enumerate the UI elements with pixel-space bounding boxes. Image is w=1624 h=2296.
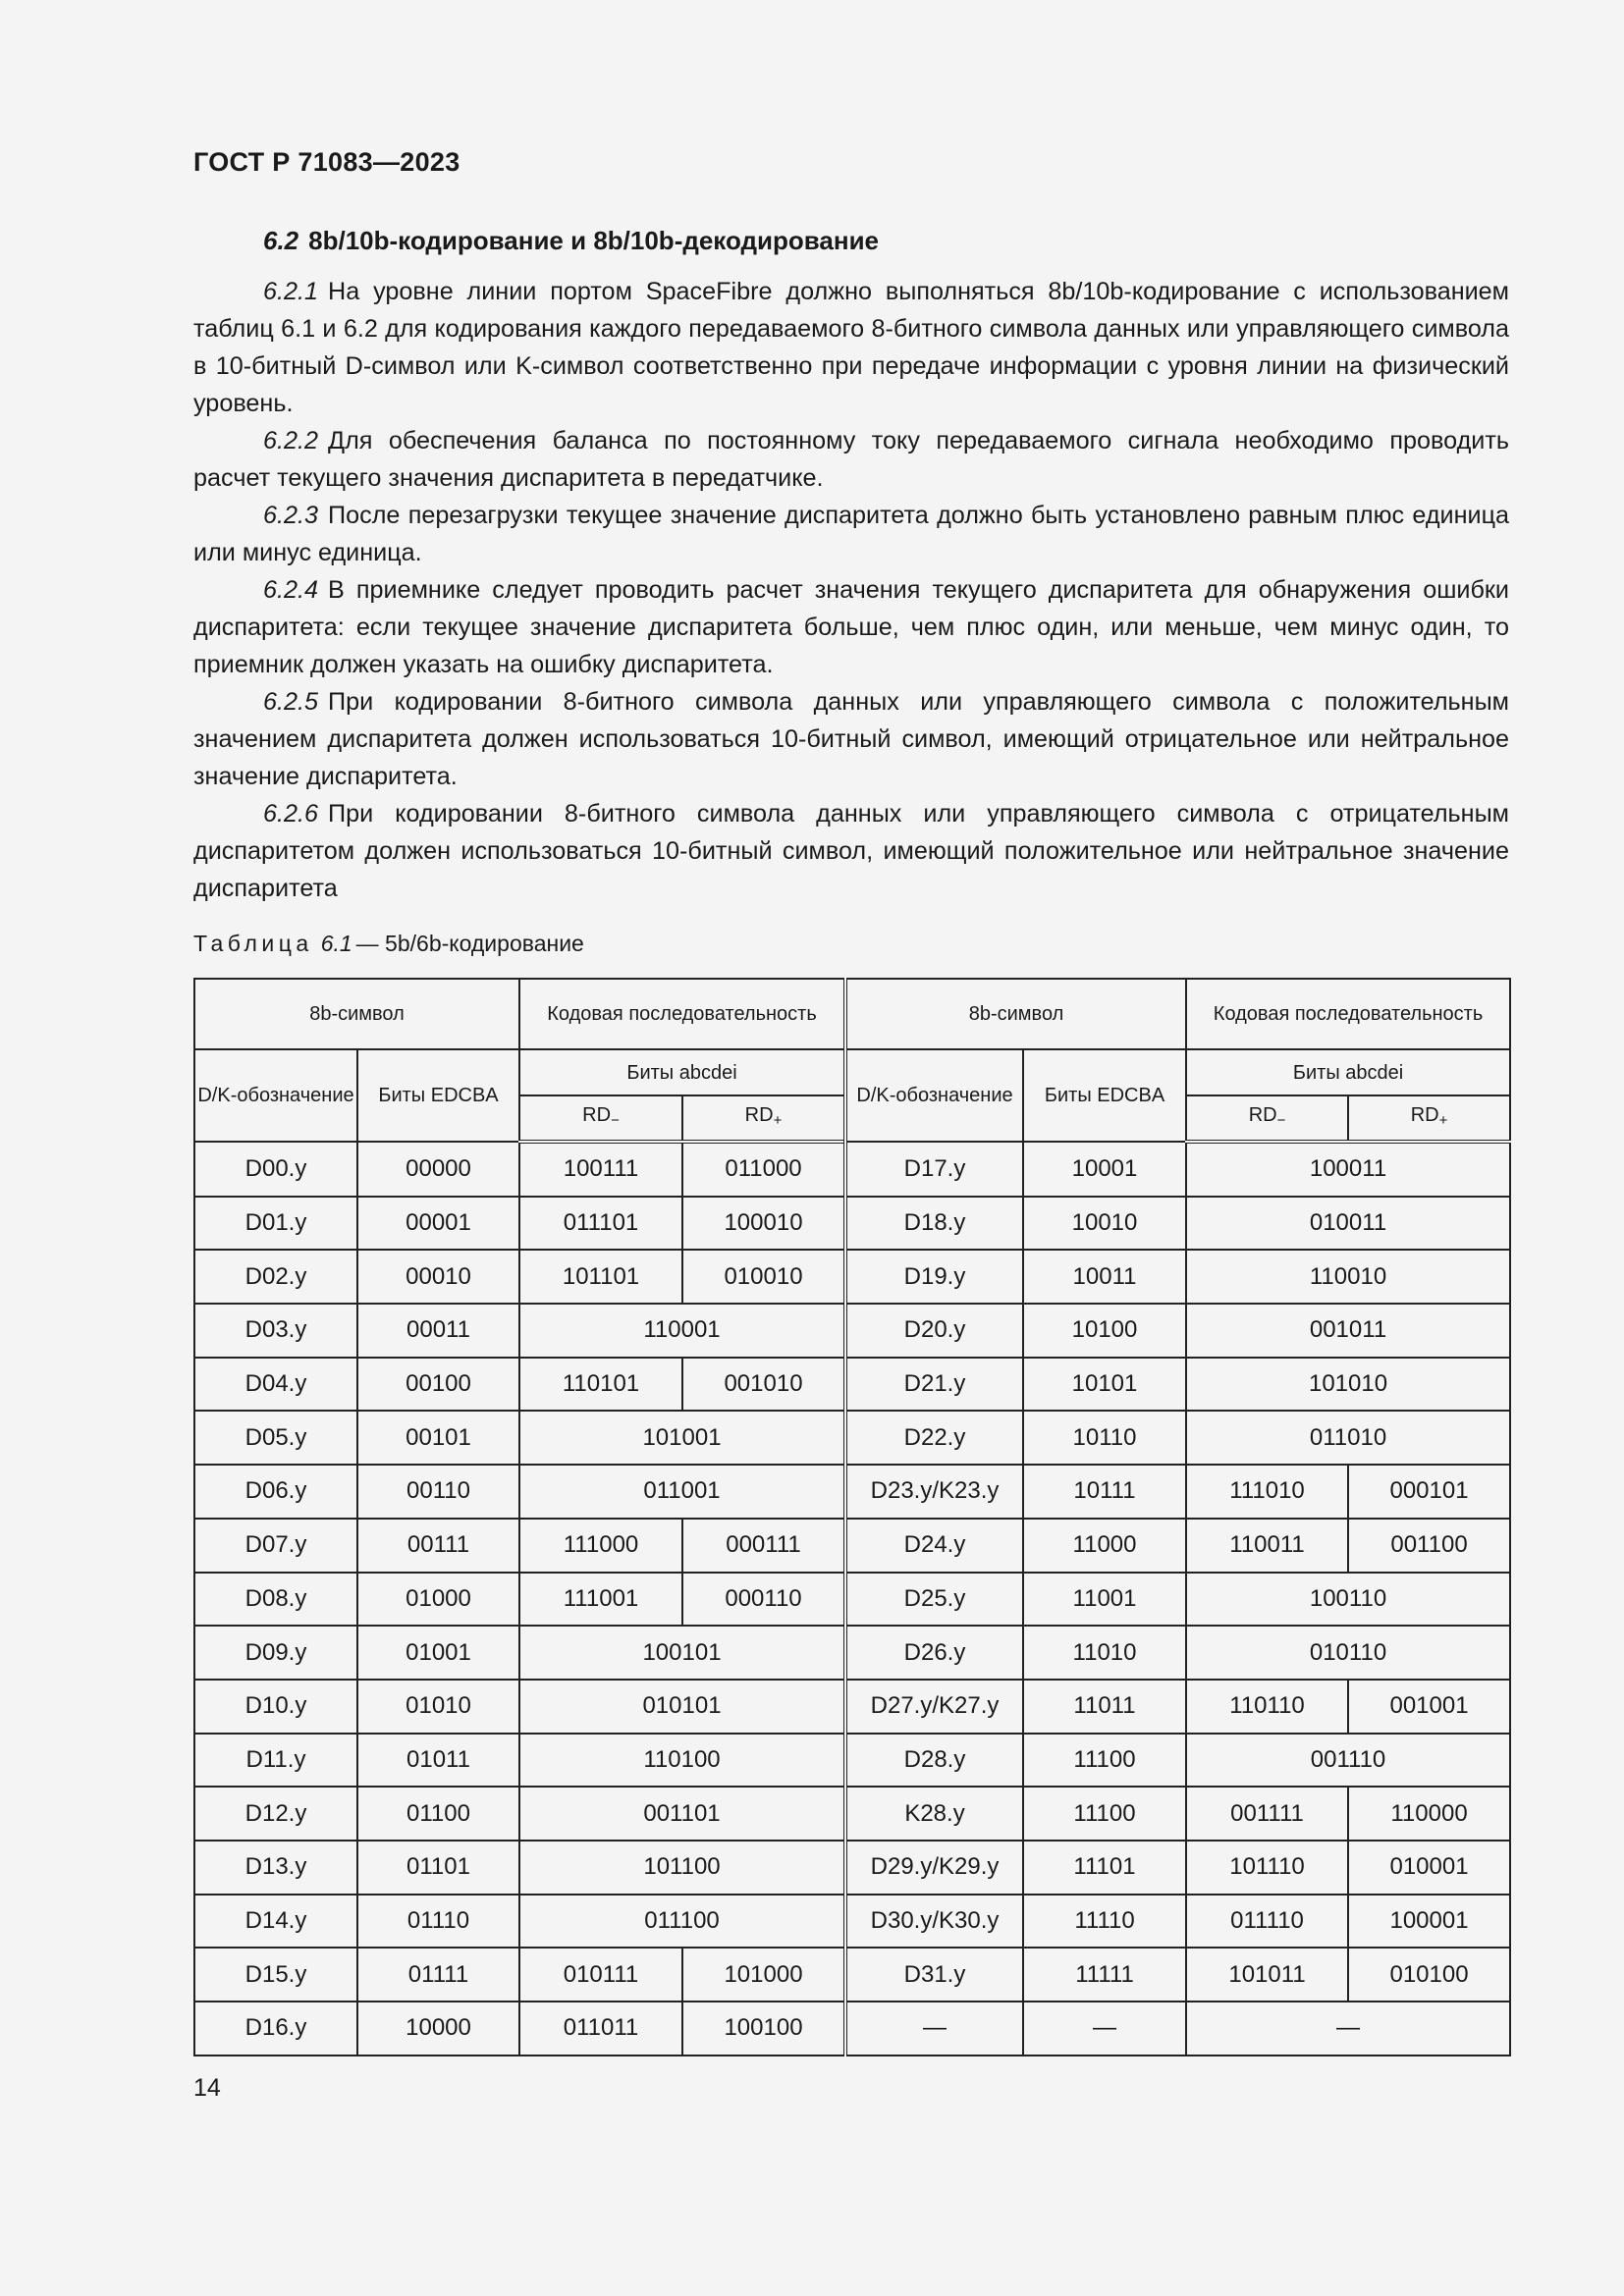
cell-rd-minus: 101110	[1186, 1841, 1348, 1895]
section-number: 6.2	[263, 226, 299, 255]
table-row	[194, 1573, 1510, 1627]
cell-dk-designation: D20.y	[845, 1304, 1023, 1358]
cell-rd-minus: 011110	[1186, 1895, 1348, 1949]
cell-dk-designation: D13.y	[194, 1841, 357, 1895]
cell-rd-minus: 110101	[519, 1358, 682, 1412]
cell-bits-edcba: 00000	[357, 1142, 519, 1197]
cell-rd-plus: 100001	[1348, 1895, 1510, 1949]
cell-code-neutral: 110100	[519, 1734, 845, 1788]
cell-bits-edcba: 01110	[357, 1895, 519, 1949]
table-row	[194, 1304, 1510, 1358]
cell-dk-designation: D29.y/K29.y	[845, 1841, 1023, 1895]
cell-rd-minus: 110011	[1186, 1519, 1348, 1573]
cell-rd-plus: 101000	[682, 1948, 845, 2002]
cell-bits-edcba: 00010	[357, 1250, 519, 1304]
cell-rd-plus: 010001	[1348, 1841, 1510, 1895]
paragraph	[193, 795, 1509, 907]
cell-dk-designation: D19.y	[845, 1250, 1023, 1304]
cell-dk-designation: D31.y	[845, 1948, 1023, 2002]
cell-bits-edcba: 11100	[1023, 1734, 1186, 1788]
section-title-text: 8b/10b-кодирование и 8b/10b-декодирование	[308, 226, 880, 255]
cell-bits-edcba: —	[1023, 2002, 1186, 2056]
cell-bits-edcba: 11111	[1023, 1948, 1186, 2002]
cell-bits-edcba: 10011	[1023, 1250, 1186, 1304]
header-bits-abcdei: Биты abcdei	[519, 1049, 845, 1095]
cell-rd-plus: 000101	[1348, 1465, 1510, 1519]
table-row	[194, 1465, 1510, 1519]
paragraph-number: 6.2.3	[263, 502, 319, 529]
cell-bits-edcba: 01101	[357, 1841, 519, 1895]
table-body	[194, 1142, 1510, 2056]
cell-bits-edcba: 10111	[1023, 1465, 1186, 1519]
header-8b-symbol: 8b-символ	[194, 979, 519, 1049]
paragraph-text: В приемнике следует проводить расчет значения текущего диспаритета для обнаружения ошибки диспаритета: если текущее значение диспаритета больше, чем плюс один, или меньше, чем минус один, то приемник должен указать на ошибку диспаритета.	[193, 576, 1509, 678]
cell-bits-edcba: 01111	[357, 1948, 519, 2002]
cell-bits-edcba: 11100	[1023, 1787, 1186, 1841]
paragraph-text: На уровне линии портом SpaceFibre должно выполняться 8b/10b-кодирование с использованием таблиц 6.1 и 6.2 для кодирования каждого передаваемого 8-битного символа данных или управляющего символа в 10-битный D-символ или K-символ соответственно при передаче информации с уровня линии на физический уровень.	[193, 278, 1509, 417]
paragraph-number: 6.2.1	[263, 278, 319, 305]
cell-bits-edcba: 01010	[357, 1680, 519, 1734]
cell-code-neutral: 101100	[519, 1841, 845, 1895]
cell-dk-designation: D27.y/K27.y	[845, 1680, 1023, 1734]
cell-code-neutral: 011010	[1186, 1411, 1510, 1465]
cell-dk-designation: D06.y	[194, 1465, 357, 1519]
paragraph-number: 6.2.6	[263, 800, 319, 828]
cell-code-neutral: 110010	[1186, 1250, 1510, 1304]
cell-dk-designation: D22.y	[845, 1411, 1023, 1465]
cell-dk-designation: K28.y	[845, 1787, 1023, 1841]
cell-rd-plus: 010100	[1348, 1948, 1510, 2002]
cell-dk-designation: D05.y	[194, 1411, 357, 1465]
paragraph-text: При кодировании 8-битного символа данных или управляющего символа с положительным значением диспаритета должен использоваться 10-битный символ, имеющий отрицательное или нейтральное значение диспаритета.	[193, 688, 1509, 790]
table-row	[194, 1250, 1510, 1304]
cell-rd-plus: 000110	[682, 1573, 845, 1627]
page-number: 14	[193, 2074, 221, 2102]
cell-dk-designation: D10.y	[194, 1680, 357, 1734]
cell-dk-designation: D21.y	[845, 1358, 1023, 1412]
paragraph	[193, 273, 1509, 422]
cell-rd-plus: 000111	[682, 1519, 845, 1573]
cell-code-neutral: 010110	[1186, 1626, 1510, 1680]
cell-dk-designation: D14.y	[194, 1895, 357, 1949]
paragraph-number: 6.2.4	[263, 576, 319, 604]
header-rd-minus: $RD_-$	[519, 1095, 682, 1142]
header-8b-symbol: 8b-символ	[845, 979, 1186, 1049]
cell-bits-edcba: 01011	[357, 1734, 519, 1788]
table-row	[194, 1895, 1510, 1949]
cell-dk-designation: D00.y	[194, 1142, 357, 1197]
header-code-sequence: Кодовая последовательность	[1186, 979, 1510, 1049]
paragraph	[193, 571, 1509, 683]
body-text	[193, 273, 1509, 907]
cell-bits-edcba: 10100	[1023, 1304, 1186, 1358]
cell-code-neutral: 100101	[519, 1626, 845, 1680]
cell-rd-minus: 111010	[1186, 1465, 1348, 1519]
cell-rd-minus: 011011	[519, 2002, 682, 2056]
cell-bits-edcba: 10001	[1023, 1142, 1186, 1197]
cell-dk-designation: D16.y	[194, 2002, 357, 2056]
header-rd-minus: $RD_-$	[1186, 1095, 1348, 1142]
cell-rd-plus: 001100	[1348, 1519, 1510, 1573]
table-row	[194, 2002, 1510, 2056]
cell-code-neutral: 010011	[1186, 1197, 1510, 1251]
cell-rd-minus: 010111	[519, 1948, 682, 2002]
cell-code-neutral: 001011	[1186, 1304, 1510, 1358]
paragraph-text: При кодировании 8-битного символа данных или управляющего символа с отрицательным диспаритетом должен использоваться 10-битный символ, имеющий положительное или нейтральное значение диспаритета	[193, 800, 1509, 902]
cell-bits-edcba: 10110	[1023, 1411, 1186, 1465]
cell-dk-designation: D15.y	[194, 1948, 357, 2002]
cell-dk-designation: D04.y	[194, 1358, 357, 1412]
cell-code-neutral: 010101	[519, 1680, 845, 1734]
cell-dk-designation: D17.y	[845, 1142, 1023, 1197]
cell-dk-designation: D18.y	[845, 1197, 1023, 1251]
cell-dk-designation: D26.y	[845, 1626, 1023, 1680]
cell-dk-designation: D25.y	[845, 1573, 1023, 1627]
cell-bits-edcba: 10010	[1023, 1197, 1186, 1251]
table-row	[194, 1841, 1510, 1895]
table-row	[194, 1519, 1510, 1573]
cell-code-neutral: 101010	[1186, 1358, 1510, 1412]
table-caption-title: — 5b/6b-кодирование	[355, 931, 584, 956]
cell-bits-edcba: 11010	[1023, 1626, 1186, 1680]
header-rd-plus: $RD_+$	[682, 1095, 845, 1142]
cell-dk-designation: D28.y	[845, 1734, 1023, 1788]
cell-dk-designation: D03.y	[194, 1304, 357, 1358]
paragraph	[193, 497, 1509, 571]
cell-code-neutral: 101001	[519, 1411, 845, 1465]
cell-dk-designation: D30.y/K30.y	[845, 1895, 1023, 1949]
cell-bits-edcba: 01100	[357, 1787, 519, 1841]
cell-dk-designation: D12.y	[194, 1787, 357, 1841]
cell-code-neutral: 100011	[1186, 1142, 1510, 1197]
table-caption-prefix: Таблица	[193, 931, 313, 956]
coding-table	[193, 978, 1511, 2056]
cell-dk-designation: D09.y	[194, 1626, 357, 1680]
cell-dk-designation: D01.y	[194, 1197, 357, 1251]
cell-rd-minus: 001111	[1186, 1787, 1348, 1841]
header-code-sequence: Кодовая последовательность	[519, 979, 845, 1049]
cell-rd-minus: 111001	[519, 1573, 682, 1627]
cell-dk-designation: —	[845, 2002, 1023, 2056]
cell-bits-edcba: 01000	[357, 1573, 519, 1627]
cell-dk-designation: D11.y	[194, 1734, 357, 1788]
cell-bits-edcba: 00001	[357, 1197, 519, 1251]
header-dk-designation: D/K-обозначение	[845, 1049, 1023, 1142]
cell-code-neutral: 011001	[519, 1465, 845, 1519]
cell-bits-edcba: 11000	[1023, 1519, 1186, 1573]
cell-bits-edcba: 00110	[357, 1465, 519, 1519]
cell-bits-edcba: 00011	[357, 1304, 519, 1358]
header-rd-plus: $RD_+$	[1348, 1095, 1510, 1142]
header-bits-edcba: Биты EDCBA	[1023, 1049, 1186, 1142]
cell-dk-designation: D24.y	[845, 1519, 1023, 1573]
cell-code-neutral: 001101	[519, 1787, 845, 1841]
document-id-header: ГОСТ Р 71083—2023	[193, 147, 460, 177]
cell-bits-edcba: 00111	[357, 1519, 519, 1573]
cell-rd-minus: 011101	[519, 1197, 682, 1251]
cell-code-neutral: 011100	[519, 1895, 845, 1949]
cell-code-neutral: 001110	[1186, 1734, 1510, 1788]
cell-rd-plus: 010010	[682, 1250, 845, 1304]
cell-rd-plus: 100010	[682, 1197, 845, 1251]
cell-dk-designation: D08.y	[194, 1573, 357, 1627]
cell-rd-minus: 110110	[1186, 1680, 1348, 1734]
paragraph-number: 6.2.5	[263, 688, 319, 716]
table-row	[194, 1142, 1510, 1197]
cell-rd-plus: 011000	[682, 1142, 845, 1197]
cell-rd-plus: 110000	[1348, 1787, 1510, 1841]
table-row	[194, 1734, 1510, 1788]
cell-bits-edcba: 00101	[357, 1411, 519, 1465]
paragraph-number: 6.2.2	[263, 427, 319, 454]
cell-rd-minus: 100111	[519, 1142, 682, 1197]
cell-bits-edcba: 00100	[357, 1358, 519, 1412]
header-bits-abcdei: Биты abcdei	[1186, 1049, 1510, 1095]
cell-bits-edcba: 11001	[1023, 1573, 1186, 1627]
section-title	[263, 226, 879, 256]
cell-rd-minus: 101011	[1186, 1948, 1348, 2002]
cell-rd-plus: 001001	[1348, 1680, 1510, 1734]
table-row	[194, 1680, 1510, 1734]
table-caption	[193, 931, 584, 957]
cell-code-neutral: —	[1186, 2002, 1510, 2056]
cell-bits-edcba: 11101	[1023, 1841, 1186, 1895]
cell-rd-minus: 111000	[519, 1519, 682, 1573]
header-bits-edcba: Биты EDCBA	[357, 1049, 519, 1142]
table-row	[194, 1787, 1510, 1841]
paragraph	[193, 422, 1509, 497]
cell-code-neutral: 110001	[519, 1304, 845, 1358]
table-row	[194, 1948, 1510, 2002]
table-row	[194, 1626, 1510, 1680]
table-row	[194, 1411, 1510, 1465]
cell-bits-edcba: 11110	[1023, 1895, 1186, 1949]
cell-rd-plus: 100100	[682, 2002, 845, 2056]
cell-rd-minus: 101101	[519, 1250, 682, 1304]
table-row	[194, 1197, 1510, 1251]
cell-bits-edcba: 01001	[357, 1626, 519, 1680]
paragraph	[193, 683, 1509, 795]
cell-dk-designation: D23.y/K23.y	[845, 1465, 1023, 1519]
cell-rd-plus: 001010	[682, 1358, 845, 1412]
cell-code-neutral: 100110	[1186, 1573, 1510, 1627]
cell-bits-edcba: 10101	[1023, 1358, 1186, 1412]
table-caption-number: 6.1	[320, 931, 352, 956]
cell-bits-edcba: 10000	[357, 2002, 519, 2056]
cell-dk-designation: D02.y	[194, 1250, 357, 1304]
paragraph-text: Для обеспечения баланса по постоянному току передаваемого сигнала необходимо проводить расчет текущего значения диспаритета в передатчике.	[193, 427, 1509, 492]
cell-dk-designation: D07.y	[194, 1519, 357, 1573]
cell-bits-edcba: 11011	[1023, 1680, 1186, 1734]
table-row	[194, 1358, 1510, 1412]
header-dk-designation: D/K-обозначение	[194, 1049, 357, 1142]
paragraph-text: После перезагрузки текущее значение диспаритета должно быть установлено равным плюс единица или минус единица.	[193, 502, 1509, 566]
